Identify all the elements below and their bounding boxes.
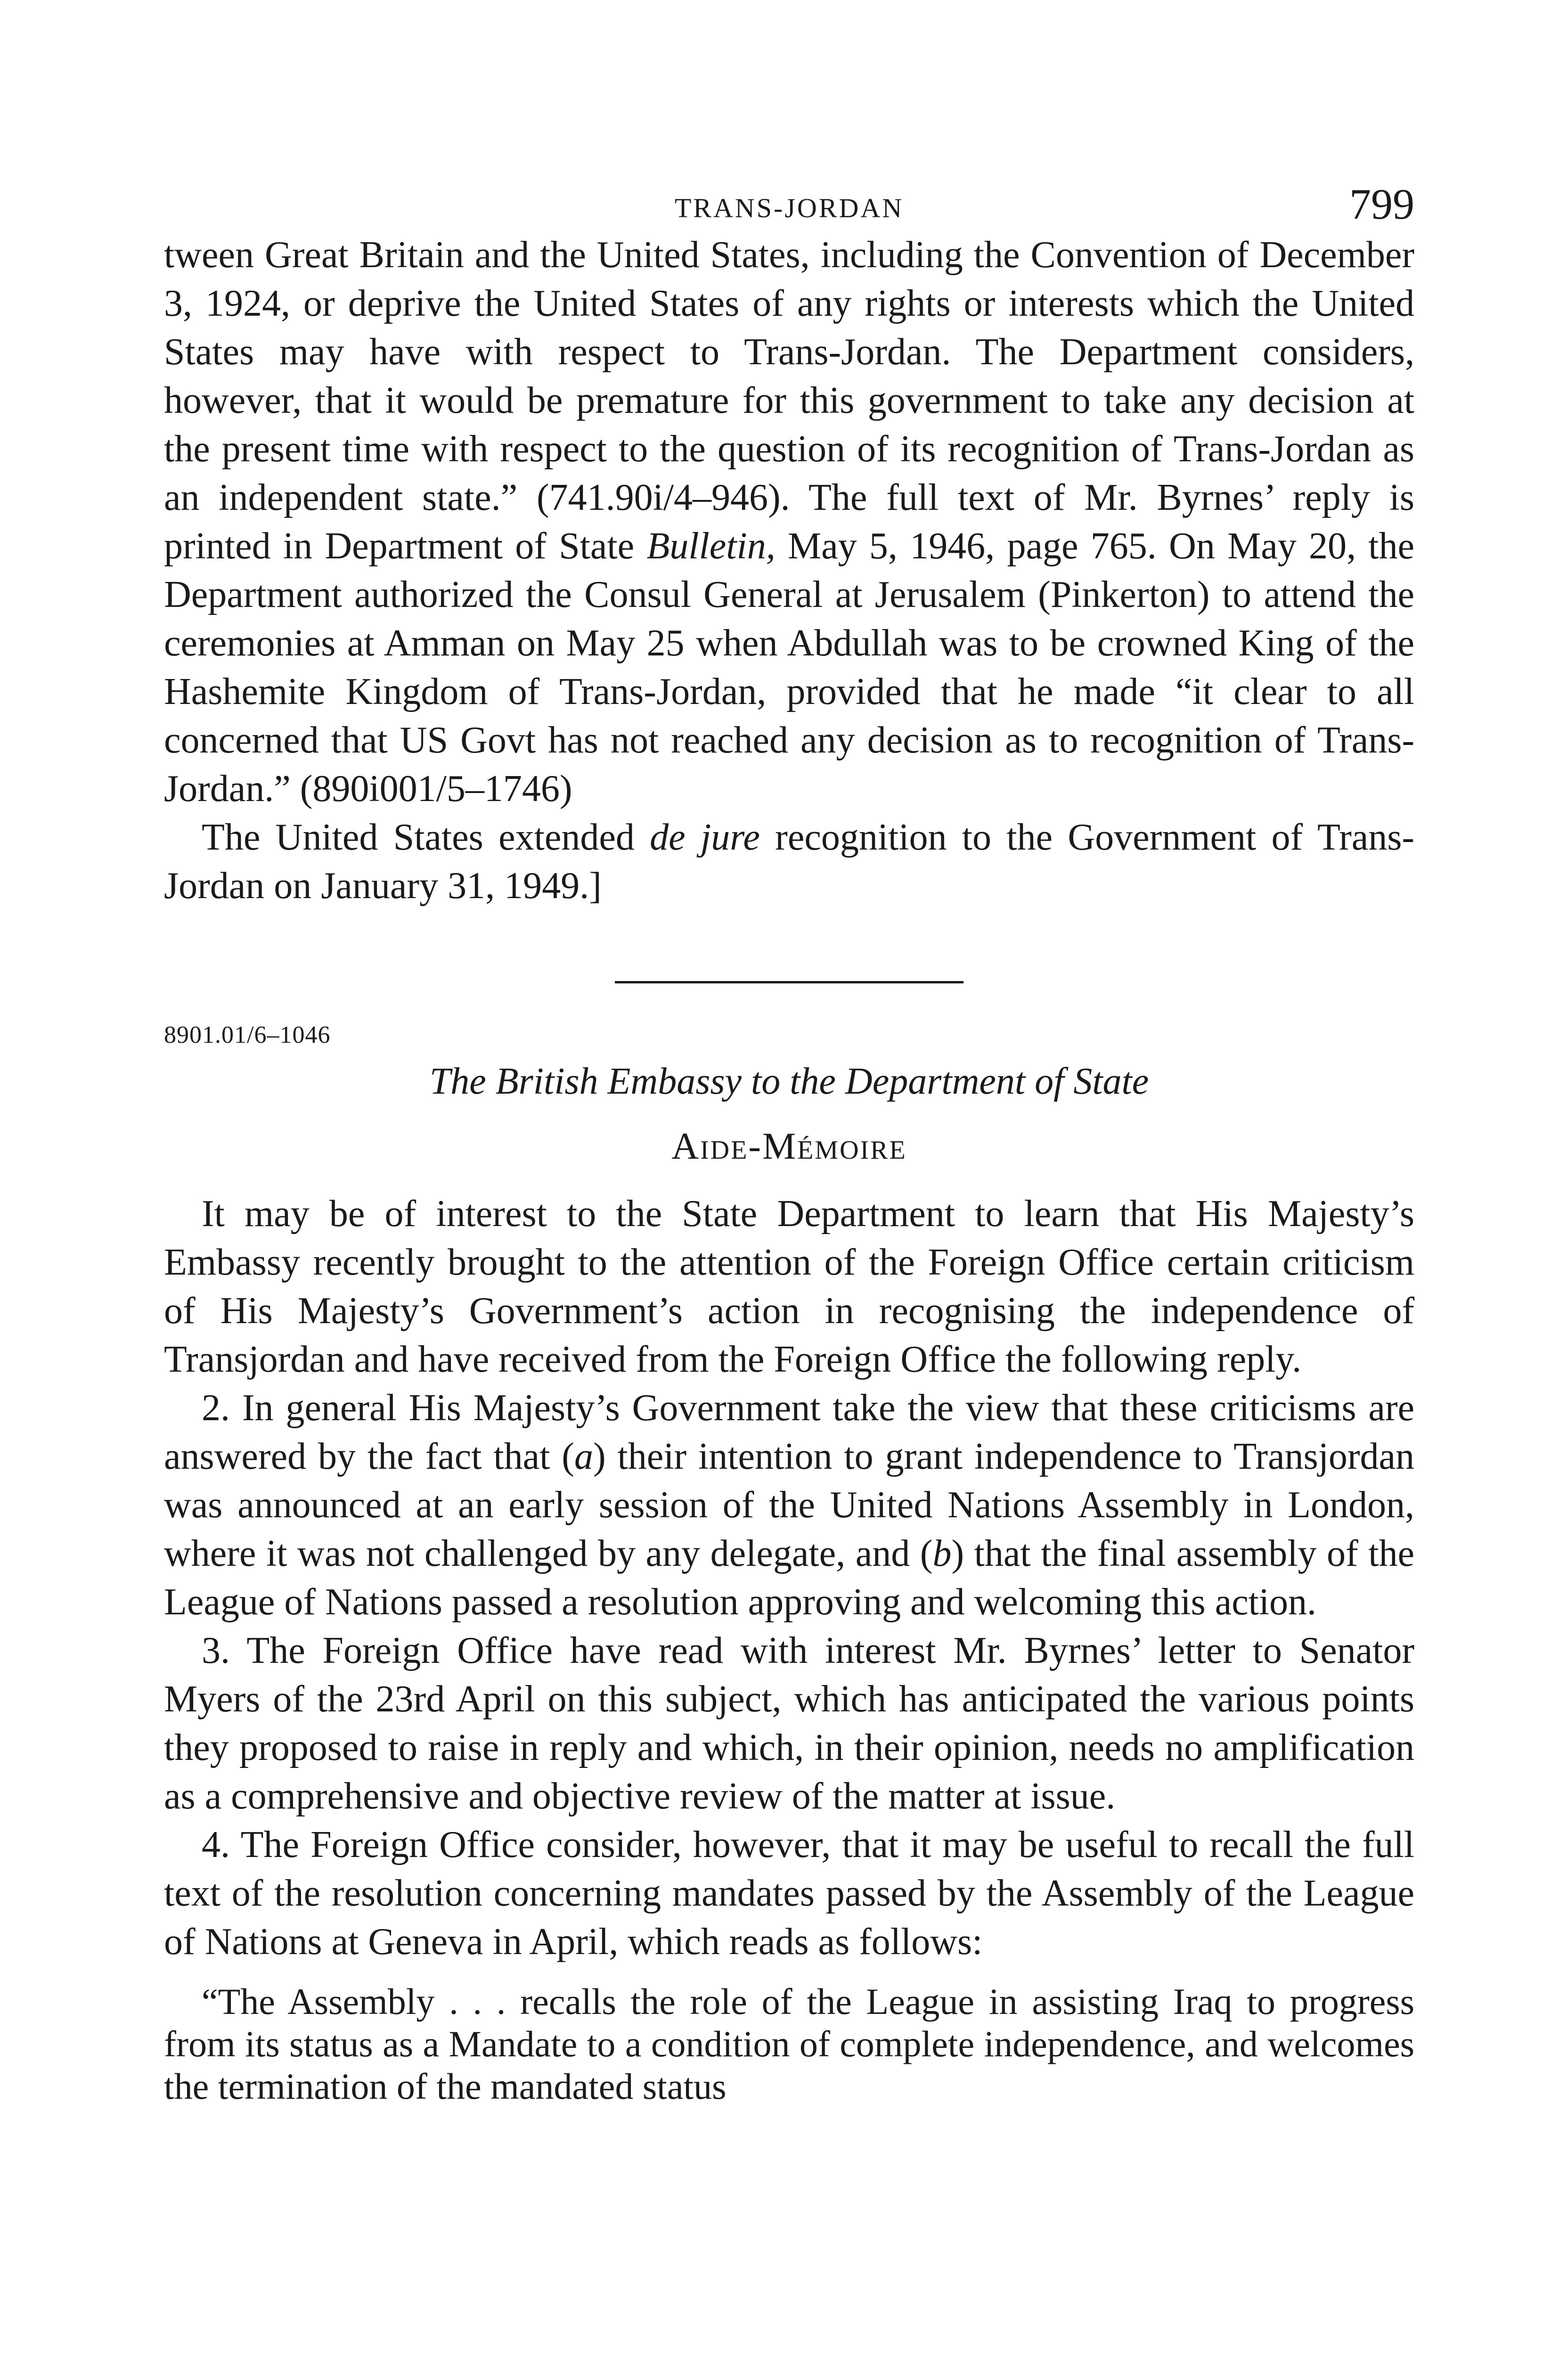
editorial-note-text-tail: May 5, 1946, page 765. On May 20, the Department authorized the Consul General at Jerusalem (Pinkerton) to attend the ceremonies at Amman on May 25 when Abdullah was to be crowned King of the Hashemite Kingdom of Trans-Jordan, provided that he made “it clear to all concerned that US Govt has not reached any decision as to recognition of Trans-Jordan.” (890i001/5–1746) xyxy=(164,525,1415,810)
paragraph-2-marker-a: a xyxy=(574,1436,593,1477)
document-page xyxy=(164,179,1414,2108)
de-jure-term: de jure xyxy=(650,817,760,858)
document-paragraph-3: 3. The Foreign Office have read with interest Mr. Byrnes’ letter to Senator Myers of the 23rd April on this subject, which has anticipated the various points they proposed to raise in reply and which, in their opinion, needs no amplification as a comprehensive and objective review of the matter at issue. xyxy=(164,1630,1414,1817)
editorial-note-text: tween Great Britain and the United States, including the Convention of December 3, 1924, or deprive the United States of any rights or interests which the United States may have with respect to Trans-Jordan. The Department considers, however, that it would be premature for this government to take any decision at the present time with respect to the question of its recognition of Trans-Jordan as an independent state.” (741.90i/4–946). The full text of Mr. Byrnes’ reply is printed in Department of State xyxy=(164,234,1414,567)
document-paragraph-4: 4. The Foreign Office consider, however, that it may be useful to recall the full text of the resolution concerning mandates passed by the Assembly of the League of Nations at Geneva in April, which reads as follows: xyxy=(164,1824,1414,1963)
closing-text-tail: recognition to the Government of Trans-Jordan on January 31, 1949.] xyxy=(164,817,1415,907)
closing-text: The United States extended xyxy=(202,817,650,858)
section-divider xyxy=(615,981,964,983)
paragraph-2-text-c: ) that the final assembly of the League of Nations passed a resolution approving and welcoming this action. xyxy=(164,1533,1415,1623)
page-number: 799 xyxy=(1349,180,1414,228)
paragraph-2-text-a: 2. In general His Majesty’s Government take the view that these criticisms are answered by the fact that ( xyxy=(164,1387,1414,1477)
editorial-note-paragraph xyxy=(164,231,1414,813)
document-paragraph-2 xyxy=(164,1384,1414,1627)
running-title: TRANS-JORDAN xyxy=(674,193,904,223)
paragraph-2-marker-b: b xyxy=(932,1533,952,1574)
resolution-quote: “The Assembly . . . recalls the role of the League in assisting Iraq to progress from its status as a Mandate to a condition of complete independence, and welcomes the termination of the mandated status xyxy=(164,1981,1414,2107)
document-paragraph-1: It may be of interest to the State Department to learn that His Majesty’s Embassy recently brought to the attention of the Foreign Office certain criticism of His Majesty’s Government’s action in recognising the independence of Transjordan and have received from the Foreign Office the following reply. xyxy=(164,1193,1414,1380)
editorial-note-closing xyxy=(164,813,1414,910)
document-heading: The British Embassy to the Department of State xyxy=(429,1061,1149,1102)
paragraph-2-text-b: ) their intention to grant independence to Transjordan was announced at an early session of the United Nations Assembly in London, where it was not challenged by any delegate, and ( xyxy=(164,1436,1414,1574)
running-head xyxy=(164,179,1414,231)
file-number: 8901.01/6–1046 xyxy=(164,1022,331,1048)
document-subheading: Aide-Mémoire xyxy=(671,1126,907,1167)
bulletin-title: Bulletin, xyxy=(646,525,776,567)
